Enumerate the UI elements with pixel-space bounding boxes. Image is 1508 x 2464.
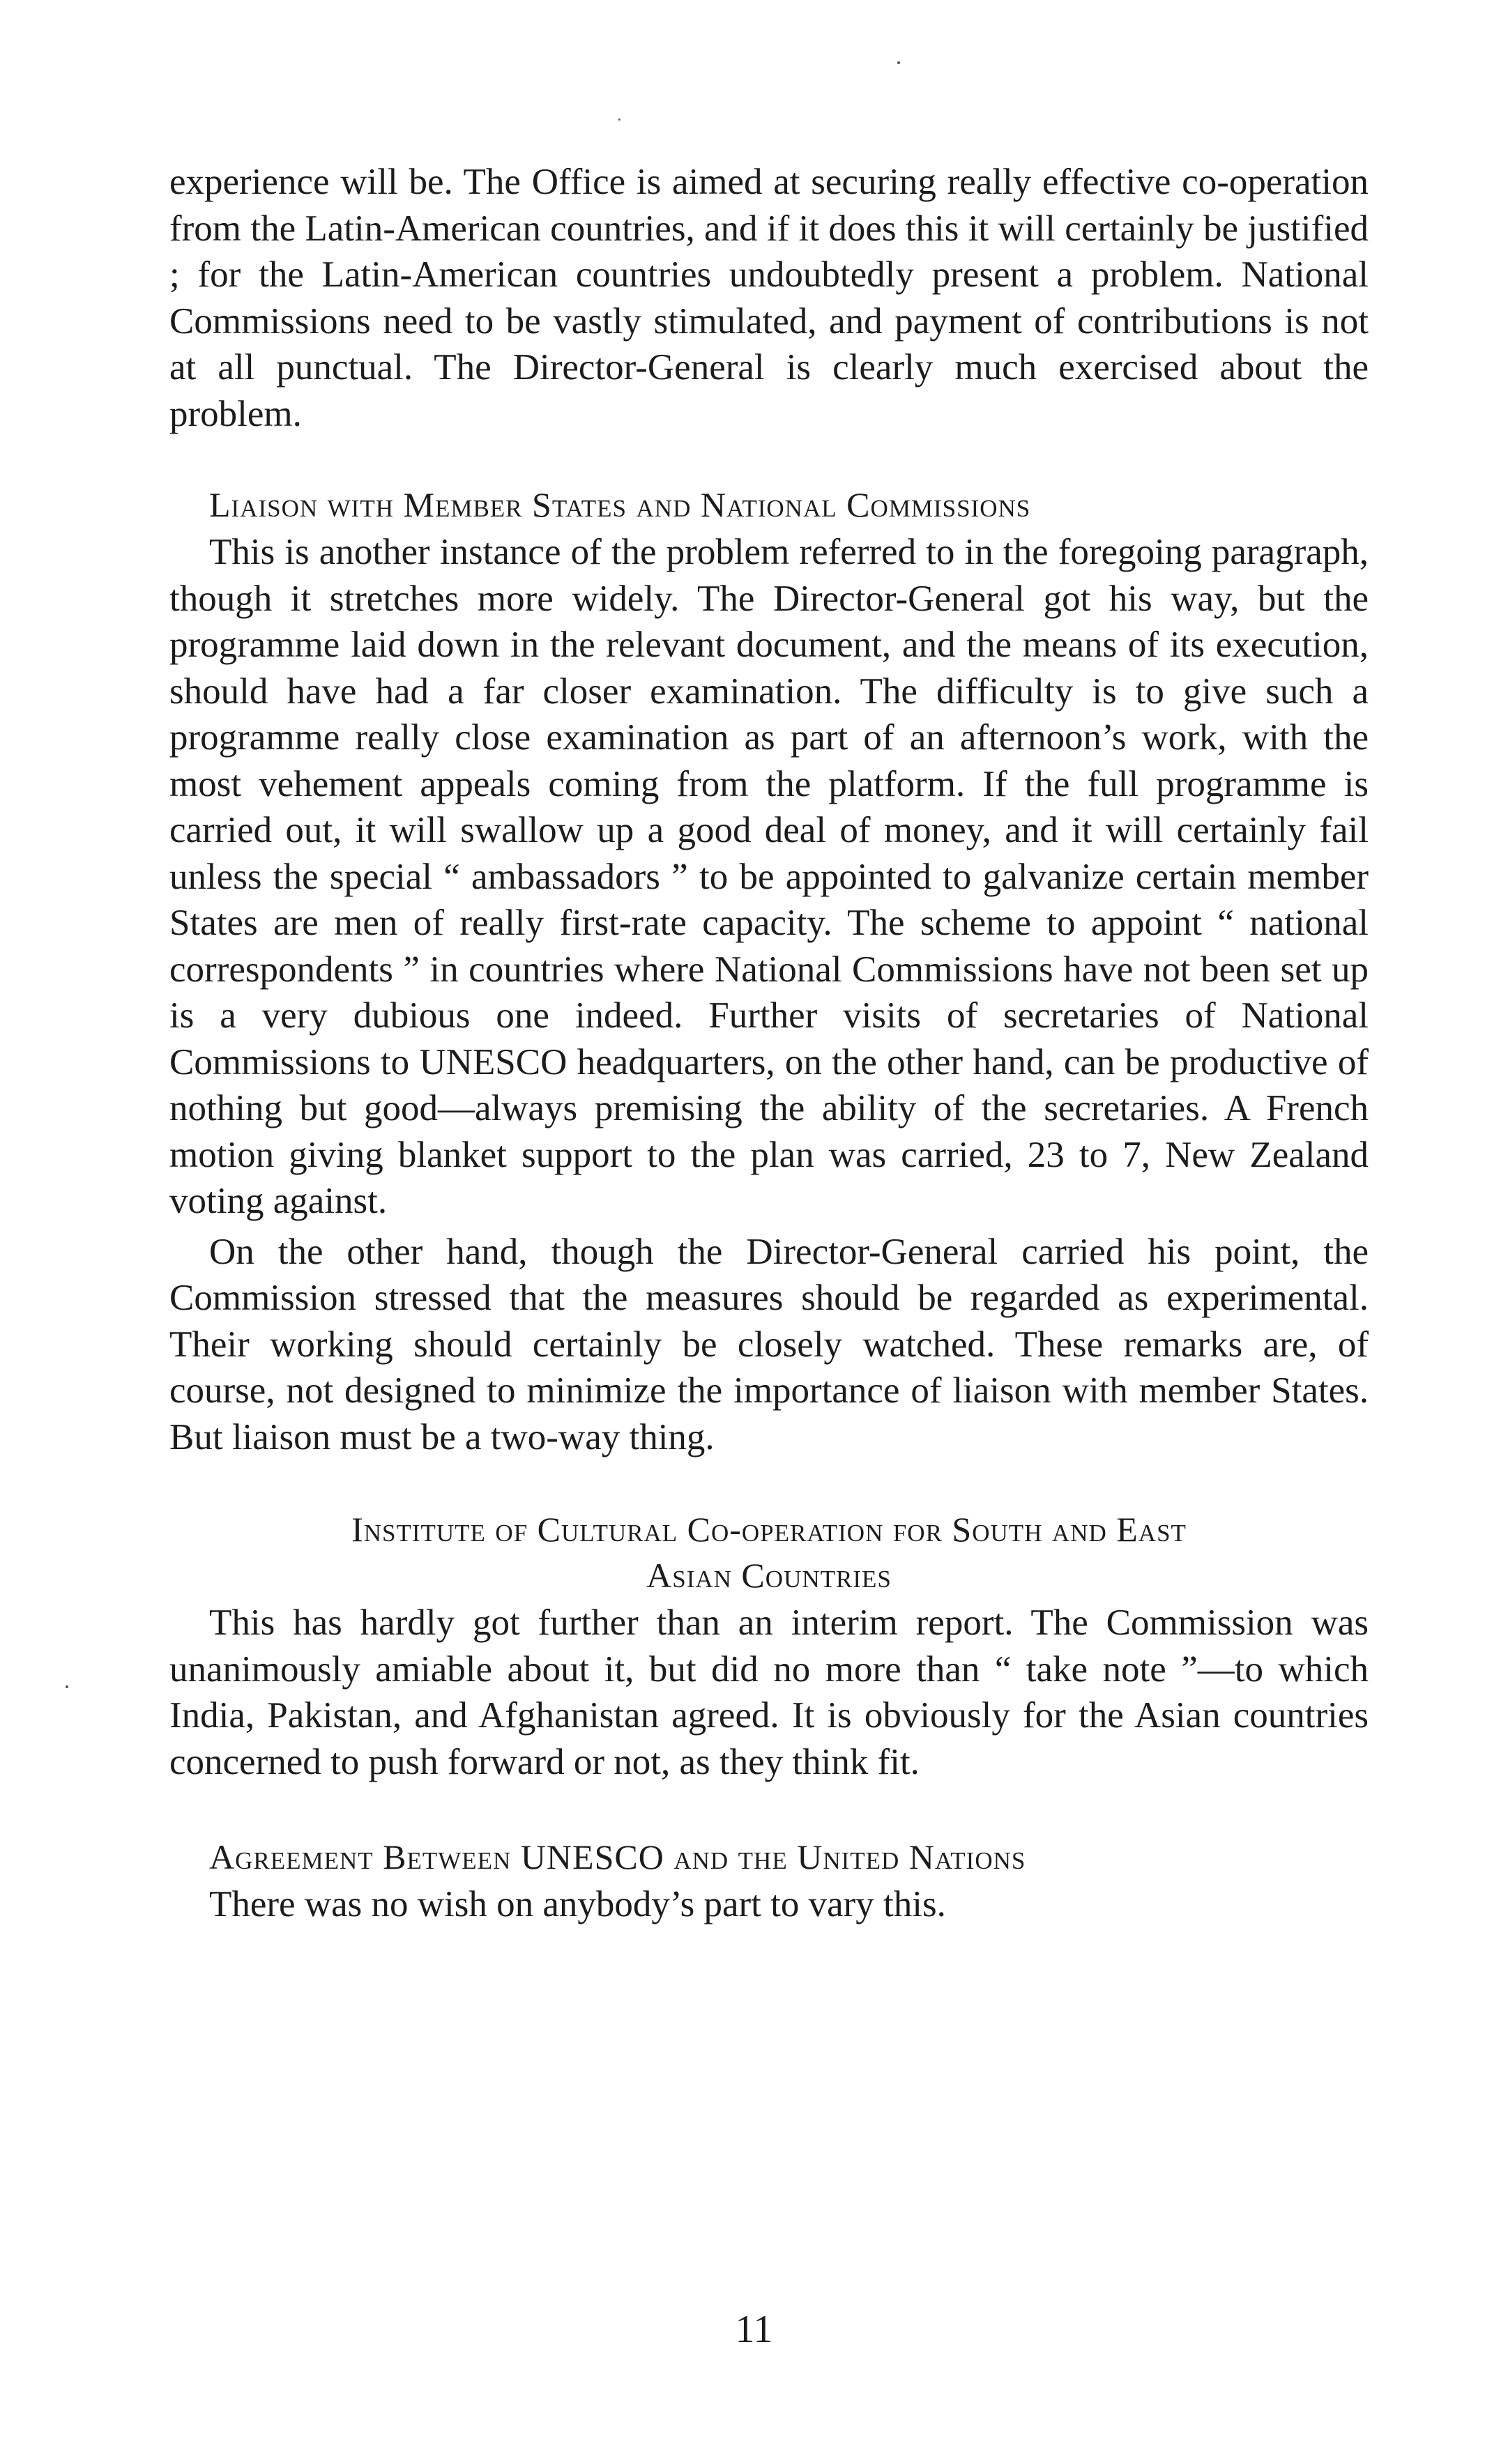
paragraph-latin-america: experience will be. The Office is aimed at securing really effective co-operation from the Latin-American countries, and if it does this it will certainly be justified ; for the Latin-American countries undoubtedly present a problem. National Commissions need to be vastly stimulated, and payment of contributions is not at all punctual. The Director-General is clearly much exercised about the problem. [169,162,1369,434]
paragraph-institute: This has hardly got further than an interim report. The Commission was unanimously amiable about it, but did no more than “ take note ”—to which India, Pakistan, and Afghanistan agreed. It is obviously for the Asian countries concerned to push forward or not, as they think fit. [169,1602,1369,1782]
paper-speck [897,61,900,64]
page-number: 11 [735,2308,773,2351]
paper-speck [66,1685,68,1688]
paragraph-agreement: There was no wish on anybody’s part to vary this. [209,1884,946,1924]
section-heading-liaison: Liaison with Member States and National Commissions [209,485,1031,524]
paragraph-liaison-continued: On the other hand, though the Director-General carried his point, the Commission stressed that the measures should be regarded as experimental. Their working should certainly be closely watched. These remarks are, of course, not designed to minimize the importance of liaison with member States. But liaison must be a two-way thing. [169,1231,1369,1457]
document-page [169,159,1369,1928]
section-heading-institute-line-2: Asian Countries [646,1556,892,1595]
section-heading-institute-line-1: Institute of Cultural Co-operation for South and East [351,1510,1187,1549]
paper-speck [618,118,620,121]
section-heading-agreement: Agreement Between UNESCO and the United Nations [209,1837,1026,1876]
paragraph-liaison: This is another instance of the problem referred to in the foregoing paragraph, though it stretches more widely. The Director-General got his way, but the programme laid down in the relevant document, and the means of its execution, should have had a far closer examination. The difficulty is to give such a programme really close examination as part of an afternoon’s work, with the most vehement appeals coming from the platform. If the full programme is carried out, it will swallow up a good deal of money, and it will certainly fail unless the special “ ambassadors ” to be appointed to galvanize certain member States are men of really first-rate capacity. The scheme to appoint “ national correspondents ” in countries where National Commissions have not been set up is a very dubious one indeed. Further visits of secretaries of National Commissions to UNESCO headquarters, on the other hand, can be productive of nothing but good—always premising the ability of the secretaries. A French motion giving blanket support to the plan was carried, 23 to 7, New Zealand voting against. [169,532,1369,1221]
